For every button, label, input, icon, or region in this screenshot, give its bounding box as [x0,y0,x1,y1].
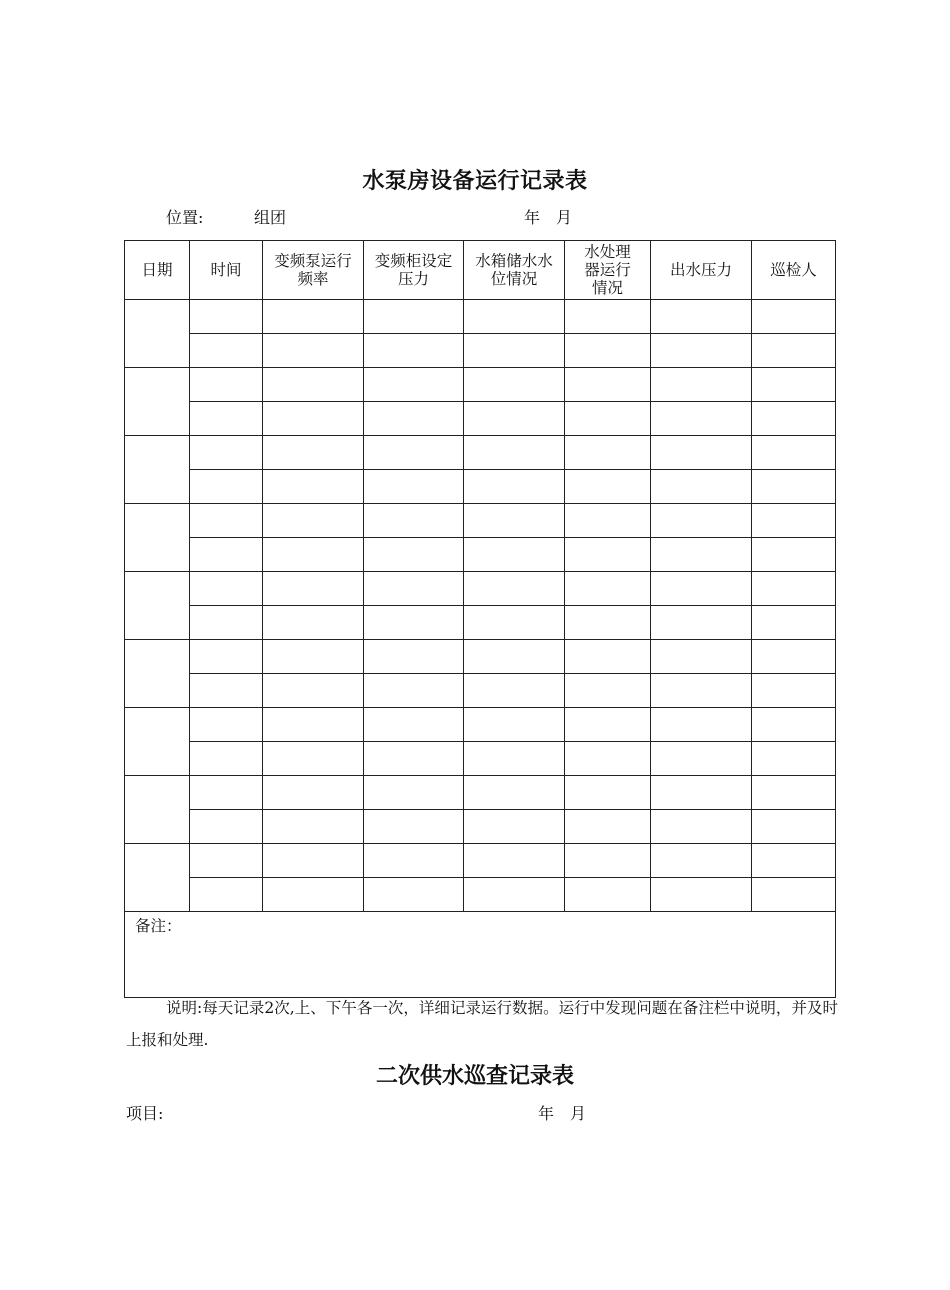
tank-level-cell[interactable] [464,742,565,776]
inspector-cell[interactable] [752,334,836,368]
water-treatment-cell[interactable] [565,572,651,606]
pump-frequency-cell[interactable] [263,640,364,674]
date-cell[interactable] [125,504,190,572]
location-value: 组团 [254,208,287,227]
inspector-cell[interactable] [752,844,836,878]
pump-frequency-cell[interactable] [263,368,364,402]
time-cell[interactable] [190,300,263,334]
tank-level-cell[interactable] [464,674,565,708]
set-pressure-cell[interactable] [364,504,464,538]
set-pressure-cell[interactable] [364,300,464,334]
set-pressure-cell[interactable] [364,538,464,572]
outlet-pressure-cell[interactable] [651,674,752,708]
table-row [125,776,836,810]
inspector-cell[interactable] [752,436,836,470]
tank-level-cell[interactable] [464,708,565,742]
set-pressure-cell[interactable] [364,334,464,368]
pump-frequency-cell[interactable] [263,572,364,606]
inspector-cell[interactable] [752,640,836,674]
date-cell[interactable] [125,844,190,912]
inspector-cell[interactable] [752,470,836,504]
table-row [125,538,836,572]
set-pressure-cell[interactable] [364,640,464,674]
set-pressure-cell[interactable] [364,572,464,606]
water-treatment-cell[interactable] [565,810,651,844]
water-treatment-cell[interactable] [565,878,651,912]
tank-level-cell[interactable] [464,470,565,504]
set-pressure-cell[interactable] [364,368,464,402]
col-header-pump-frequency: 变频泵运行频率 [263,241,364,300]
time-cell[interactable] [190,878,263,912]
set-pressure-cell[interactable] [364,470,464,504]
set-pressure-cell[interactable] [364,878,464,912]
col-header-outlet-pressure: 出水压力 [651,241,752,300]
table-row [125,810,836,844]
inspector-cell[interactable] [752,708,836,742]
time-cell[interactable] [190,572,263,606]
pump-frequency-cell[interactable] [263,402,364,436]
table-row [125,708,836,742]
set-pressure-cell[interactable] [364,810,464,844]
water-treatment-cell[interactable] [565,368,651,402]
set-pressure-cell[interactable] [364,776,464,810]
form-title-pump-room: 水泵房设备运行记录表 [362,169,588,194]
set-pressure-cell[interactable] [364,436,464,470]
tank-level-cell[interactable] [464,504,565,538]
inspector-cell[interactable] [752,300,836,334]
tank-level-cell[interactable] [464,878,565,912]
inspector-cell[interactable] [752,606,836,640]
table-row [125,572,836,606]
date-cell[interactable] [125,436,190,504]
tank-level-cell[interactable] [464,640,565,674]
pump-frequency-cell[interactable] [263,742,364,776]
outlet-pressure-cell[interactable] [651,810,752,844]
time-cell[interactable] [190,504,263,538]
water-treatment-cell[interactable] [565,640,651,674]
pump-frequency-cell[interactable] [263,878,364,912]
time-cell[interactable] [190,810,263,844]
pump-frequency-cell[interactable] [263,300,364,334]
table-row [125,334,836,368]
table-row [125,640,836,674]
inspector-cell[interactable] [752,878,836,912]
inspector-cell[interactable] [752,742,836,776]
instructions-note: 说明:每天记录2次,上、下午各一次，详细记录运行数据。运行中发现问题在备注栏中说明，并及时上报和处理. [126,999,838,1049]
year-month-label: 年 月 [524,208,573,227]
remarks-row [125,912,836,998]
tank-level-cell[interactable] [464,606,565,640]
outlet-pressure-cell[interactable] [651,470,752,504]
pump-frequency-cell[interactable] [263,334,364,368]
time-cell[interactable] [190,776,263,810]
table-row [125,606,836,640]
col-header-date: 日期 [125,241,190,300]
date-cell[interactable] [125,572,190,640]
tank-level-cell[interactable] [464,300,565,334]
time-cell[interactable] [190,368,263,402]
outlet-pressure-cell[interactable] [651,572,752,606]
pump-room-log-table [124,240,836,998]
water-treatment-cell[interactable] [565,606,651,640]
outlet-pressure-cell[interactable] [651,878,752,912]
time-cell[interactable] [190,470,263,504]
table-row [125,844,836,878]
inspector-cell[interactable] [752,776,836,810]
outlet-pressure-cell[interactable] [651,538,752,572]
pump-frequency-cell[interactable] [263,606,364,640]
table-row [125,674,836,708]
pump-frequency-cell[interactable] [263,708,364,742]
location-label: 位置: [166,208,204,227]
outlet-pressure-cell[interactable] [651,776,752,810]
pump-frequency-cell[interactable] [263,776,364,810]
outlet-pressure-cell[interactable] [651,844,752,878]
outlet-pressure-cell[interactable] [651,640,752,674]
time-cell[interactable] [190,844,263,878]
set-pressure-cell[interactable] [364,742,464,776]
water-treatment-cell[interactable] [565,402,651,436]
pump-frequency-cell[interactable] [263,844,364,878]
outlet-pressure-cell[interactable] [651,742,752,776]
outlet-pressure-cell[interactable] [651,708,752,742]
set-pressure-cell[interactable] [364,606,464,640]
table-body [125,300,836,912]
outlet-pressure-cell[interactable] [651,606,752,640]
time-cell[interactable] [190,402,263,436]
table-row [125,742,836,776]
outlet-pressure-cell[interactable] [651,436,752,470]
time-cell[interactable] [190,640,263,674]
pump-frequency-cell[interactable] [263,504,364,538]
water-treatment-cell[interactable] [565,470,651,504]
inspector-cell[interactable] [752,402,836,436]
time-cell[interactable] [190,674,263,708]
table-row [125,300,836,334]
date-cell[interactable] [125,708,190,776]
pump-frequency-cell[interactable] [263,810,364,844]
form-title-secondary-water: 二次供水巡查记录表 [375,1064,574,1089]
tank-level-cell[interactable] [464,334,565,368]
date-cell[interactable] [125,640,190,708]
time-cell[interactable] [190,606,263,640]
table-row [125,878,836,912]
pump-frequency-cell[interactable] [263,538,364,572]
water-treatment-cell[interactable] [565,776,651,810]
pump-frequency-cell[interactable] [263,674,364,708]
tank-level-cell[interactable] [464,402,565,436]
water-treatment-cell[interactable] [565,504,651,538]
outlet-pressure-cell[interactable] [651,504,752,538]
set-pressure-cell[interactable] [364,708,464,742]
water-treatment-cell[interactable] [565,742,651,776]
set-pressure-cell[interactable] [364,674,464,708]
outlet-pressure-cell[interactable] [651,300,752,334]
water-treatment-cell[interactable] [565,334,651,368]
pump-frequency-cell[interactable] [263,436,364,470]
outlet-pressure-cell[interactable] [651,368,752,402]
inspector-cell[interactable] [752,538,836,572]
tank-level-cell[interactable] [464,844,565,878]
water-treatment-cell[interactable] [565,538,651,572]
inspector-cell[interactable] [752,368,836,402]
tank-level-cell[interactable] [464,538,565,572]
remarks-label: 备注： [135,917,182,935]
year-month-label-2: 年 月 [538,1104,587,1123]
time-cell[interactable] [190,436,263,470]
table-row [125,368,836,402]
col-header-inspector: 巡检人 [752,241,836,300]
tank-level-cell[interactable] [464,436,565,470]
time-cell[interactable] [190,538,263,572]
inspector-cell[interactable] [752,810,836,844]
date-cell[interactable] [125,300,190,368]
inspector-cell[interactable] [752,674,836,708]
pump-frequency-cell[interactable] [263,470,364,504]
water-treatment-cell[interactable] [565,300,651,334]
time-cell[interactable] [190,708,263,742]
set-pressure-cell[interactable] [364,402,464,436]
tank-level-cell[interactable] [464,572,565,606]
water-treatment-cell[interactable] [565,708,651,742]
set-pressure-cell[interactable] [364,844,464,878]
inspector-cell[interactable] [752,572,836,606]
water-treatment-cell[interactable] [565,436,651,470]
col-header-tank-level: 水箱储水水位情况 [464,241,565,300]
table-row [125,470,836,504]
time-cell[interactable] [190,742,263,776]
col-header-water-treatment: 水处理器运行情况 [565,241,651,300]
remarks-cell[interactable] [125,912,836,998]
tank-level-cell[interactable] [464,776,565,810]
water-treatment-cell[interactable] [565,674,651,708]
col-header-set-pressure: 变频柜设定压力 [364,241,464,300]
project-label: 项目: [126,1104,164,1123]
table-header-row [125,241,836,300]
tank-level-cell[interactable] [464,810,565,844]
water-treatment-cell[interactable] [565,844,651,878]
outlet-pressure-cell[interactable] [651,402,752,436]
date-cell[interactable] [125,776,190,844]
time-cell[interactable] [190,334,263,368]
outlet-pressure-cell[interactable] [651,334,752,368]
table-row [125,402,836,436]
table-row [125,436,836,470]
col-header-time: 时间 [190,241,263,300]
inspector-cell[interactable] [752,504,836,538]
date-cell[interactable] [125,368,190,436]
table-row [125,504,836,538]
tank-level-cell[interactable] [464,368,565,402]
